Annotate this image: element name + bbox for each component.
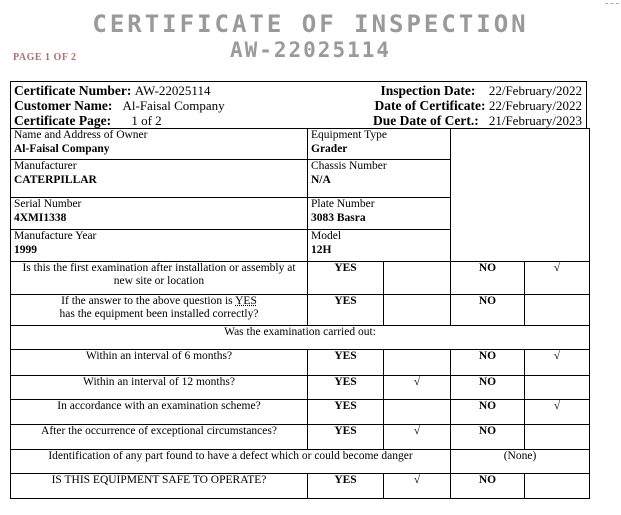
serial-label: Serial Number — [14, 198, 82, 210]
year-value: 1999 — [14, 244, 37, 256]
plate-label: Plate Number — [311, 198, 375, 210]
cert-page-label: Certificate Page: — [14, 113, 112, 128]
due-date-label: Due Date of Cert.: — [373, 113, 479, 128]
customer-name-label: Customer Name: — [14, 98, 113, 113]
question-text-post: has the equipment been installed correctly? — [59, 308, 259, 320]
yes-check — [384, 400, 451, 425]
equipment-type-label: Equipment Type — [311, 129, 387, 141]
no-check — [525, 425, 590, 450]
no-check — [525, 376, 590, 400]
no-check — [525, 474, 590, 499]
question-yes-word: YES — [235, 295, 257, 307]
question-row-scheme — [11, 400, 590, 425]
yes-cell: YES — [308, 350, 384, 376]
yes-check — [384, 350, 451, 376]
yes-check: √ — [384, 425, 451, 450]
manufacturer-cell — [11, 160, 308, 198]
serial-value: 4XMI1338 — [14, 212, 67, 224]
question-text: In accordance with an examination scheme? — [11, 400, 308, 425]
cert-row-3 — [14, 113, 582, 128]
defect-text: Identification of any part found to have a defect which or could become danger — [11, 450, 451, 474]
model-cell — [308, 230, 451, 262]
yes-check — [384, 262, 451, 295]
question-row-first-exam — [11, 262, 590, 295]
yes-cell: YES — [308, 425, 384, 450]
chassis-label: Chassis Number — [311, 160, 387, 172]
plate-cell — [308, 198, 451, 230]
cert-row-2 — [14, 98, 582, 113]
question-row-exceptional — [11, 425, 590, 450]
question-row-6-months — [11, 350, 590, 376]
yes-check — [384, 295, 451, 326]
no-cell: NO — [451, 295, 525, 326]
question-row-12-months — [11, 376, 590, 400]
equipment-type-cell — [308, 129, 451, 160]
date-of-cert-label: Date of Certificate: — [374, 98, 486, 113]
no-check: √ — [525, 400, 590, 425]
yes-check: √ — [384, 474, 451, 499]
no-cell: NO — [451, 474, 525, 499]
year-label: Manufacture Year — [14, 230, 97, 242]
date-of-cert-value: 22/February/2022 — [488, 98, 582, 113]
question-text: Within an interval of 12 months? — [11, 376, 308, 400]
question-text — [11, 295, 308, 326]
yes-cell: YES — [308, 474, 384, 499]
year-cell — [11, 230, 308, 262]
question-row-installed — [11, 295, 590, 326]
question-text-pre: If the answer to the above question is — [61, 295, 236, 307]
corner-dash — [605, 3, 619, 4]
no-cell: NO — [451, 262, 525, 295]
certificate-header-box — [10, 81, 587, 129]
no-check: √ — [525, 350, 590, 376]
inspection-date-label: Inspection Date: — [380, 83, 476, 98]
cert-number-label: Certificate Number: — [14, 83, 132, 98]
safe-to-operate-row — [11, 474, 590, 499]
defect-row — [11, 450, 590, 474]
model-label: Model — [311, 230, 342, 242]
due-date-value: 21/February/2023 — [488, 113, 582, 128]
serial-cell — [11, 198, 308, 230]
defect-value: (None) — [451, 450, 590, 474]
section-heading: Was the examination carried out: — [11, 326, 590, 350]
owner-value: Al-Faisal Company — [14, 143, 110, 155]
no-check: √ — [525, 262, 590, 295]
yes-cell: YES — [308, 376, 384, 400]
cert-number-value: AW-22025114 — [134, 83, 211, 98]
page-label: PAGE 1 OF 2 — [13, 52, 77, 63]
owner-row — [11, 129, 590, 160]
manufacturer-label: Manufacturer — [14, 160, 77, 172]
equipment-type-value: Grader — [311, 143, 348, 155]
question-text: After the occurrence of exceptional circumstances? — [11, 425, 308, 450]
no-cell: NO — [451, 400, 525, 425]
plate-value: 3083 Basra — [311, 212, 366, 224]
question-text: Is this the first examination after installation or assembly at new site or location — [11, 262, 308, 295]
chassis-cell — [308, 160, 451, 198]
owner-label: Name and Address of Owner — [14, 129, 148, 141]
chassis-value: N/A — [311, 174, 331, 186]
question-text: Within an interval of 6 months? — [11, 350, 308, 376]
document-title: CERTIFICATE OF INSPECTION — [92, 10, 529, 38]
no-cell: NO — [451, 350, 525, 376]
yes-cell: YES — [308, 400, 384, 425]
yes-check: √ — [384, 376, 451, 400]
customer-name-value: Al-Faisal Company — [122, 98, 225, 113]
owner-cell — [11, 129, 308, 160]
no-check — [525, 295, 590, 326]
no-cell: NO — [451, 376, 525, 400]
question-text: IS THIS EQUIPMENT SAFE TO OPERATE? — [11, 474, 308, 499]
no-cell: NO — [451, 425, 525, 450]
model-value: 12H — [311, 244, 332, 256]
yes-cell: YES — [308, 295, 384, 326]
cert-page-value: 1 of 2 — [131, 113, 162, 128]
certificate-code-heading: AW-22025114 — [229, 38, 392, 62]
inspection-date-value: 22/February/2022 — [488, 83, 582, 98]
manufacturer-value: CATERPILLAR — [14, 174, 97, 186]
section-row — [11, 326, 590, 350]
inspection-table — [10, 128, 590, 499]
yes-cell: YES — [308, 262, 384, 295]
cert-row-1 — [14, 83, 582, 98]
blank-side-cell — [451, 129, 590, 262]
